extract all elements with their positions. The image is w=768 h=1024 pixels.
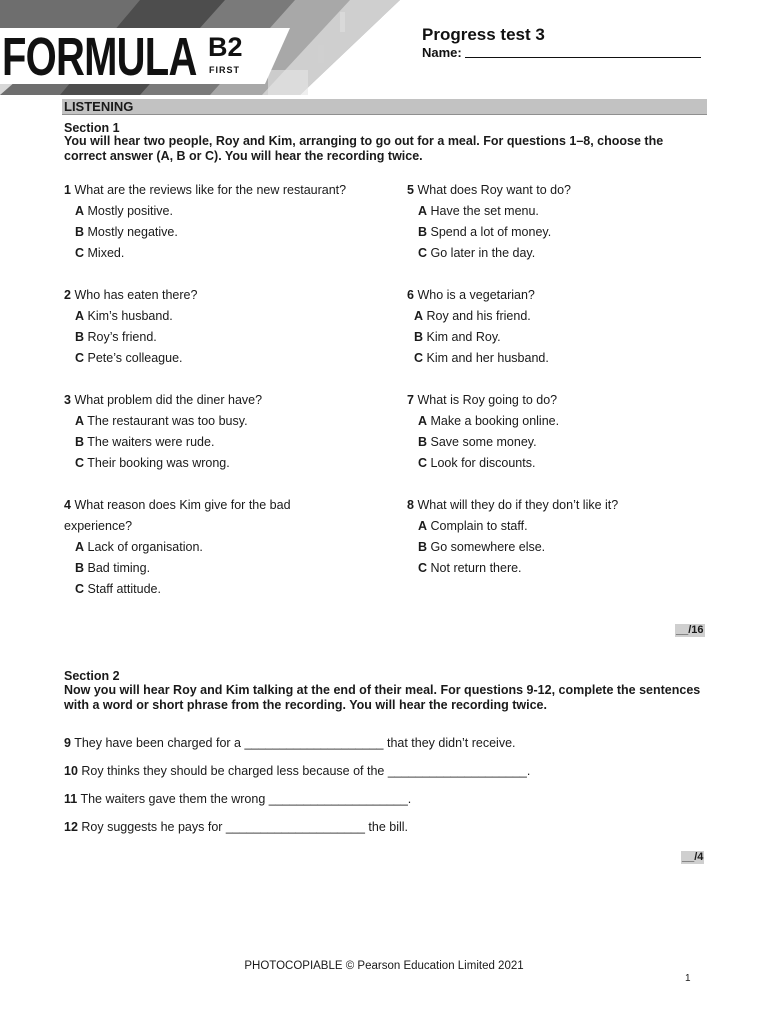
- option-8c[interactable]: C Not return there.: [418, 561, 522, 575]
- page-number: 1: [685, 973, 691, 984]
- option-7c[interactable]: C Look for discounts.: [418, 456, 536, 470]
- section1-score[interactable]: __/16: [676, 624, 704, 636]
- option-2c[interactable]: C Pete’s colleague.: [75, 351, 183, 365]
- option-1b[interactable]: B Mostly negative.: [75, 225, 178, 239]
- question-12[interactable]: 12 Roy suggests he pays for ____________________ the bill.: [64, 820, 409, 834]
- section-bar-title: LISTENING: [64, 99, 134, 114]
- question-4: 4 What reason does Kim give for the bad: [64, 498, 291, 512]
- question-9[interactable]: 9 They have been charged for a ____________________ that they didn’t receive.: [64, 736, 516, 750]
- option-3a[interactable]: A The restaurant was too busy.: [75, 414, 248, 428]
- question-11[interactable]: 11 The waiters gave them the wrong ____________________.: [64, 792, 412, 806]
- name-field[interactable]: [465, 57, 701, 58]
- test-title: Progress test 3: [422, 25, 545, 44]
- question-7: 7 What is Roy going to do?: [407, 393, 558, 407]
- option-6b[interactable]: B Kim and Roy.: [414, 330, 501, 344]
- option-6a[interactable]: A Roy and his friend.: [414, 309, 531, 323]
- question-6: 6 Who is a vegetarian?: [407, 288, 535, 302]
- option-4c[interactable]: C Staff attitude.: [75, 582, 161, 596]
- option-6c[interactable]: C Kim and her husband.: [414, 351, 549, 365]
- option-7b[interactable]: B Save some money.: [418, 435, 537, 449]
- option-5b[interactable]: B Spend a lot of money.: [418, 225, 552, 239]
- logo-wordmark: FORMULA: [2, 27, 197, 87]
- option-4a[interactable]: A Lack of organisation.: [75, 540, 203, 554]
- question-3: 3 What problem did the diner have?: [64, 393, 263, 407]
- question-8: 8 What will they do if they don’t like it?: [407, 498, 619, 512]
- section2-score[interactable]: __/4: [682, 851, 704, 863]
- option-8b[interactable]: B Go somewhere else.: [418, 540, 546, 554]
- section1-heading: Section 1: [64, 121, 120, 135]
- question-5: 5 What does Roy want to do?: [407, 183, 571, 197]
- question-2: 2 Who has eaten there?: [64, 288, 198, 302]
- option-2b[interactable]: B Roy’s friend.: [75, 330, 157, 344]
- option-7a[interactable]: A Make a booking online.: [418, 414, 560, 428]
- question-4-continued: experience?: [64, 519, 133, 533]
- section2-heading: Section 2: [64, 669, 120, 683]
- option-2a[interactable]: A Kim’s husband.: [75, 309, 173, 323]
- logo-subtitle: FIRST: [209, 65, 240, 75]
- option-5c[interactable]: C Go later in the day.: [418, 246, 536, 260]
- logo-level: B2: [208, 32, 243, 62]
- footer-copyright: PHOTOCOPIABLE © Pearson Education Limited 2021: [244, 960, 524, 972]
- option-4b[interactable]: B Bad timing.: [75, 561, 151, 575]
- question-1: 1 What are the reviews like for the new restaurant?: [64, 183, 347, 197]
- option-5a[interactable]: A Have the set menu.: [418, 204, 539, 218]
- section2-instruction: Now you will hear Roy and Kim talking at the end of their meal. For questions 9-12, complete the sentences with a word or short phrase from the recording. You will hear the recording twice.: [64, 683, 701, 712]
- option-1c[interactable]: C Mixed.: [75, 246, 125, 260]
- section-bar: [62, 99, 707, 115]
- option-3c[interactable]: C Their booking was wrong.: [75, 456, 230, 470]
- question-10[interactable]: 10 Roy thinks they should be charged less because of the ____________________.: [64, 764, 531, 778]
- option-8a[interactable]: A Complain to staff.: [418, 519, 528, 533]
- option-1a[interactable]: A Mostly positive.: [75, 204, 173, 218]
- section1-instruction: You will hear two people, Roy and Kim, arranging to go out for a meal. For questions 1–8, choose the correct answer (A, B or C). You will hear the recording twice.: [64, 134, 664, 163]
- option-3b[interactable]: B The waiters were rude.: [75, 435, 215, 449]
- name-label: Name:: [422, 45, 462, 60]
